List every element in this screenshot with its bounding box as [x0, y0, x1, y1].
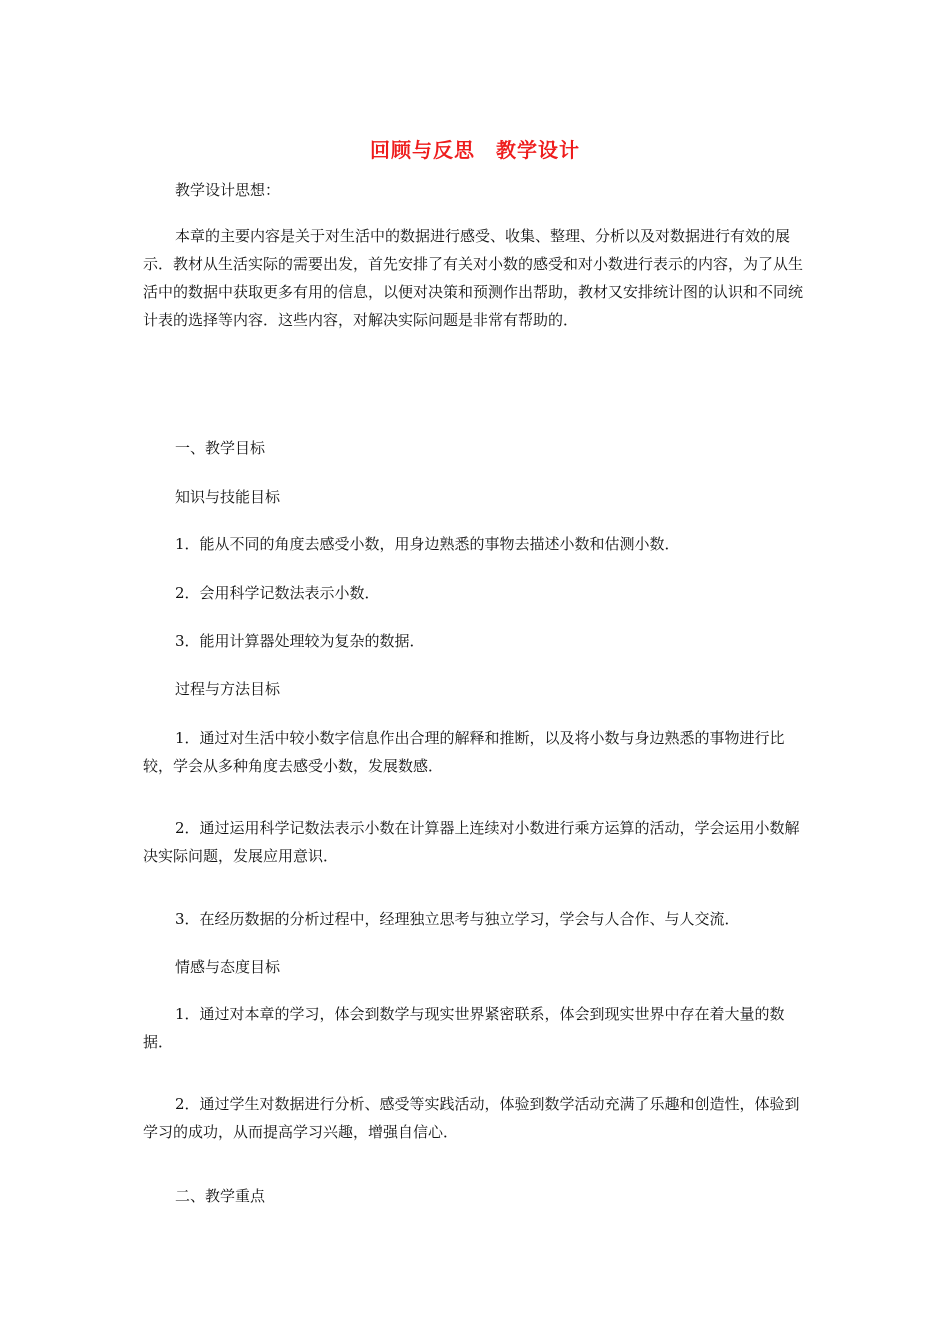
heading-teaching-focus: 二、教学重点 [175, 1187, 266, 1205]
intro-paragraph: 本章的主要内容是关于对生活中的数据进行感受、收集、整理、分析以及对数据进行有效的展示．教材从生活实际的需要出发，首先安排了有关对小数的感受和对小数进行表示的内容，为了从生活中的数据中获取更多有用的信息，以便对决策和预测作出帮助，教材又安排统计图的认识和不同统计表的选择等内容．这些内容，对解决实际问题是非常有帮助的． [143, 227, 804, 329]
heading-teaching-goals: 一、教学目标 [175, 439, 266, 457]
process-item-3: 3．在经历数据的分析过程中，经理独立思考与独立学习，学会与人合作、与人交流． [175, 910, 740, 928]
process-item-2: 2．通过运用科学记数法表示小数在计算器上连续对小数进行乘方运算的活动，学会运用小数解决实际问题，发展应用意识． [143, 819, 800, 865]
emotion-item-2: 2．通过学生对数据进行分析、感受等实践活动，体验到数学活动充满了乐趣和创造性，体验到学习的成功，从而提高学习兴趣，增强自信心． [143, 1095, 800, 1141]
knowledge-item-1: 1．能从不同的角度去感受小数，用身边熟悉的事物去描述小数和估测小数． [175, 535, 680, 553]
process-item-1: 1．通过对生活中较小数字信息作出合理的解释和推断，以及将小数与身边熟悉的事物进行比较，学会从多种角度去感受小数，发展数感． [143, 729, 785, 775]
subheading-process-methods: 过程与方法目标 [175, 680, 281, 698]
knowledge-item-2: 2．会用科学记数法表示小数． [175, 584, 380, 602]
subheading-knowledge-skills: 知识与技能目标 [175, 488, 281, 506]
subheading-emotion-attitude: 情感与态度目标 [175, 958, 281, 976]
document-title: 回顾与反思 教学设计 [370, 138, 580, 162]
knowledge-item-3: 3．能用计算器处理较为复杂的数据． [175, 632, 425, 650]
emotion-item-1: 1．通过对本章的学习，体会到数学与现实世界紧密联系，体会到现实世界中存在着大量的数据． [143, 1005, 785, 1051]
section-label-design-idea: 教学设计思想： [175, 181, 281, 199]
